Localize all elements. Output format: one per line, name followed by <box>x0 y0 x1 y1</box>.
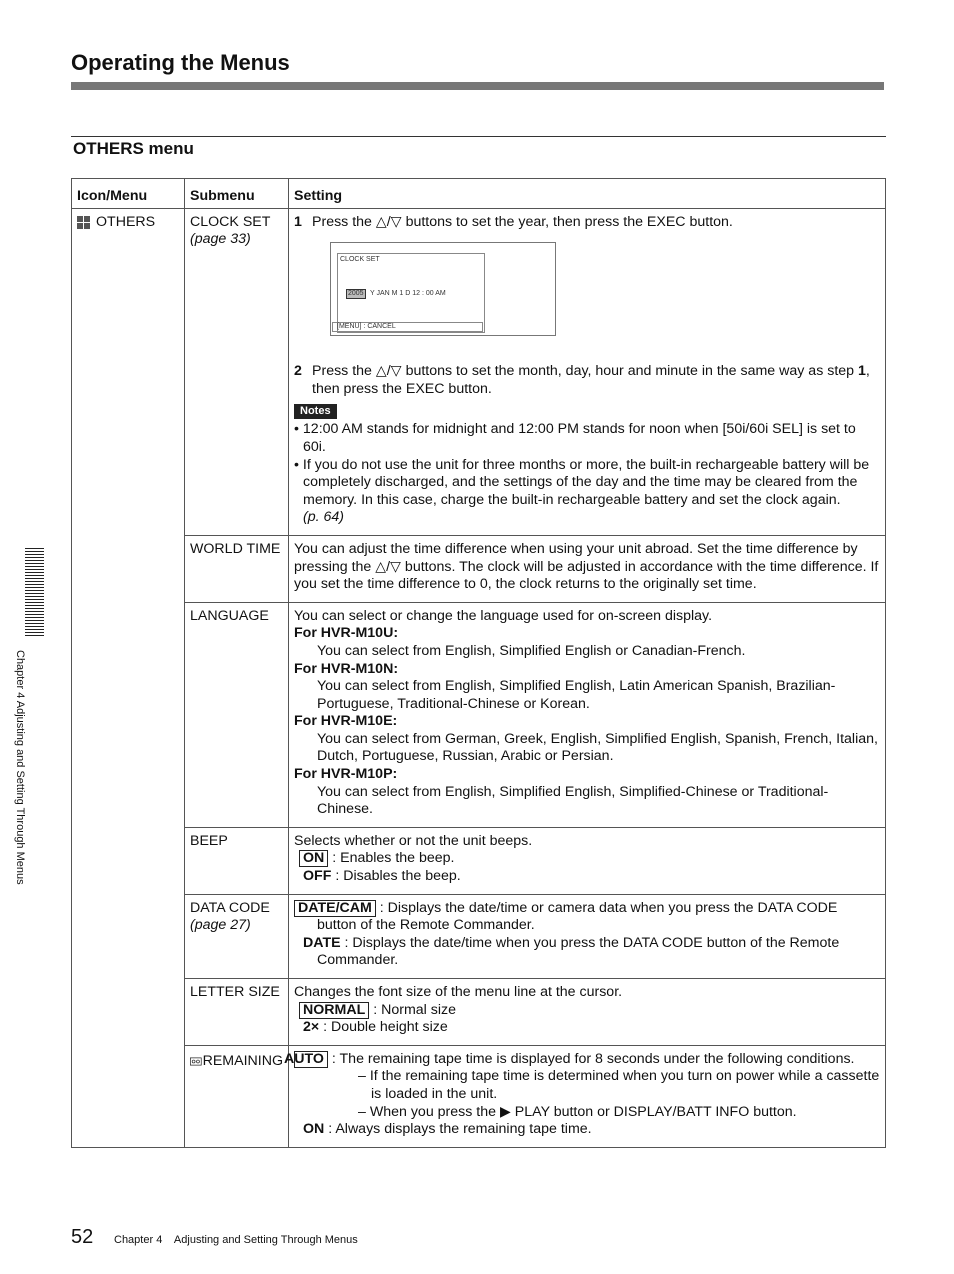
data-code-datecam-option: DATE/CAM : Displays the date/time or camera data when you press the DATA CODE button of the Remote Commander. <box>294 900 880 935</box>
setting-world-time: You can adjust the time difference when using your unit abroad. Set the time difference by pressing the △/▽ buttons. The clock will be adjusted in accordance with the time difference. If you set the time difference to 0, the clock returns to the originally set time. <box>289 535 886 602</box>
note-2-ref: (p. 64) <box>303 509 345 526</box>
footer-chapter-text: Chapter 4 Adjusting and Setting Through Menus <box>114 1234 358 1246</box>
model-p-name: For HVR-M10P: <box>294 766 398 783</box>
model-e-text: You can select from German, Greek, English, Simplified English, Spanish, French, Italian, Dutch, Portuguese, Russian, Arabic or Persian. <box>317 730 878 765</box>
tape-icon <box>190 1056 202 1067</box>
row-clock-set <box>72 208 886 535</box>
submenu-clock-set: CLOCK SET (page 33) <box>185 208 289 535</box>
row-beep <box>72 827 886 894</box>
submenu-beep: BEEP <box>185 827 289 894</box>
model-n-text: You can select from English, Simplified English, Latin American Spanish, Brazilian-Portuguese, Traditional-Chinese or Korean. <box>317 678 836 712</box>
screen-date-time: Y JAN M 1 D 12 : 00 AM <box>370 290 446 298</box>
letter-size-normal-option: NORMAL : Normal size <box>294 1002 880 1020</box>
clock-set-screen <box>330 242 556 336</box>
setting-data-code <box>289 894 886 978</box>
submenu-language: LANGUAGE <box>185 602 289 827</box>
others-menu-icon <box>77 216 90 229</box>
clock-step-1: 1 Press the △/▽ buttons to set the year, then press the EXEC button. <box>294 213 733 230</box>
beep-off-option: OFF : Disables the beep. <box>303 868 461 885</box>
section-rule <box>71 136 886 137</box>
data-code-date-option: DATE : Displays the date/time when you press the DATA CODE button of the Remote Commander. <box>303 934 840 969</box>
header-submenu: Submenu <box>185 179 289 209</box>
setting-beep: Selects whether or not the unit beeps. ON : Enables the beep. OFF : Disables the beep. <box>289 827 886 894</box>
remaining-on-option: ON : Always displays the remaining tape time. <box>303 1121 592 1138</box>
notes-badge: Notes <box>294 404 337 419</box>
submenu-letter-size: LETTER SIZE <box>185 979 289 1046</box>
table-header-row <box>72 179 886 209</box>
screen-footer: [MENU] : CANCEL <box>332 322 483 332</box>
letter-size-double-option: 2× : Double height size <box>303 1019 448 1036</box>
title-bar <box>71 82 884 90</box>
screen-title: CLOCK SET <box>340 256 380 264</box>
setting-letter-size: Changes the font size of the menu line at the cursor. NORMAL : Normal size 2× : Double height size <box>289 979 886 1046</box>
page-number: 52 <box>71 1226 94 1248</box>
clock-set-page-ref: (page 33) <box>190 231 251 248</box>
model-n-name: For HVR-M10N: <box>294 660 399 677</box>
model-u-name: For HVR-M10U: <box>294 625 399 642</box>
remaining-condition-2: – When you press the ▶ PLAY button or DISPLAY/BATT INFO button. <box>358 1103 797 1120</box>
row-language <box>72 602 886 827</box>
header-icon-menu: Icon/Menu <box>72 179 185 209</box>
model-e-name: For HVR-M10E: <box>294 713 398 730</box>
setting-remaining <box>284 1045 886 1147</box>
icon-menu-cell <box>72 208 185 535</box>
submenu-world-time: WORLD TIME <box>185 535 289 602</box>
clock-step-2: 2 Press the △/▽ buttons to set the month, day, hour and minute in the same way as step 1, then press the EXEC button. <box>294 363 870 397</box>
setting-clock-set <box>289 208 886 535</box>
side-chapter-label: Chapter 4 Adjusting and Setting Through Menus <box>14 650 26 885</box>
submenu-remaining: REMAINING <box>185 1045 289 1147</box>
header-setting: Setting <box>289 179 886 209</box>
row-world-time <box>72 535 886 602</box>
remaining-auto-option: AUTO : The remaining tape time is displayed for 8 seconds under the following conditions. <box>284 1050 855 1067</box>
row-letter-size <box>72 979 886 1046</box>
others-menu-table <box>71 178 886 1148</box>
chapter-tab-bars <box>25 548 44 638</box>
remaining-condition-1: – If the remaining tape time is determined when you turn on power while a cassette is loaded in the unit. <box>358 1068 880 1102</box>
row-remaining <box>72 1045 886 1147</box>
data-code-page-ref: (page 27) <box>190 917 251 934</box>
model-u-text: You can select from English, Simplified English or Canadian-French. <box>317 642 746 659</box>
beep-on-option: ON : Enables the beep. <box>294 850 880 868</box>
note-2: • If you do not use the unit for three months or more, the built-in rechargeable battery will be completely discharged, and the settings of the day and the time may be cleared from the memory. In this case, charge the built-in rechargeable battery and set the clock again. <box>294 456 870 508</box>
row-data-code <box>72 894 886 978</box>
page-title: Operating the Menus <box>71 50 290 75</box>
others-menu-label: OTHERS <box>96 213 156 230</box>
setting-language: You can select or change the language used for on-screen display. For HVR-M10U: You can select from English, Simplified English or Canadian-French. For HVR-M10N: You can select from English, Simplified English, Latin American Spanish, Brazilian-Portuguese, Traditional-Chinese or Korean. For HVR-M10E: You can select from German, Greek, English, Simplified English, Spanish, French, Italian, Dutch, Portuguese, Russian, Arabic or Persian. For HVR-M10P: You can select from English, Simplified English, Simplified-Chinese or Traditional-Chinese. <box>289 602 886 827</box>
note-1: • 12:00 AM stands for midnight and 12:00 PM stands for noon when [50i/60i SEL] is set to 60i. <box>294 421 856 455</box>
screen-year: 2005 <box>348 290 364 298</box>
submenu-data-code: DATA CODE (page 27) <box>185 894 289 978</box>
section-title: OTHERS menu <box>73 139 194 158</box>
model-p-text: You can select from English, Simplified English, Simplified-Chinese or Traditional-Chinese. <box>317 783 829 818</box>
